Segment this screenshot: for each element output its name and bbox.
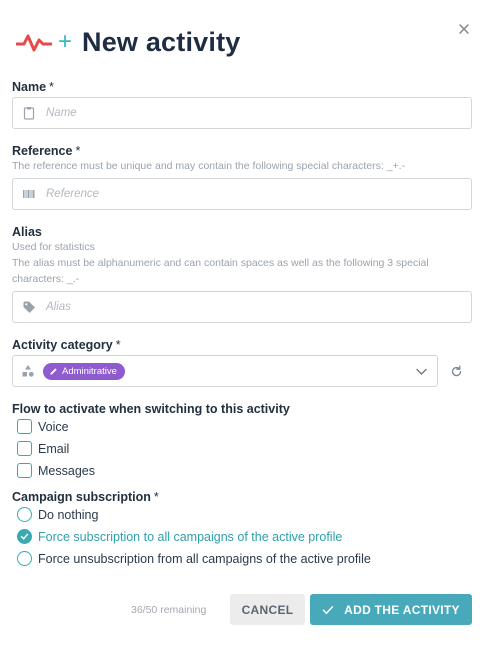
dialog-header: [16, 22, 240, 62]
category-chip[interactable]: [43, 363, 125, 380]
campaign-option-label: Force subscription to all campaigns of the active profile: [38, 529, 343, 544]
pencil-icon: [49, 367, 58, 376]
barcode-icon: [22, 187, 36, 201]
check-icon: [322, 604, 334, 616]
campaign-option-do-nothing[interactable]: [17, 507, 98, 522]
flow-option-label: Voice: [38, 419, 69, 434]
category-select[interactable]: [12, 355, 438, 387]
flow-option-label: Email: [38, 441, 70, 456]
name-label: Name *: [12, 80, 54, 94]
tag-icon: [22, 300, 36, 314]
alias-help-format: The alias must be alphanumeric and can contain spaces as well as the following 3 special characters: _.-: [12, 257, 429, 285]
name-field-group: [12, 80, 472, 94]
checkbox[interactable]: [17, 441, 32, 456]
flow-option-messages[interactable]: [17, 463, 95, 478]
flow-option-voice[interactable]: [17, 419, 69, 434]
campaign-option-label: Do nothing: [38, 507, 99, 522]
reference-placeholder: Reference: [46, 188, 100, 200]
flow-option-label: Messages: [38, 463, 95, 478]
radio-button[interactable]: [17, 551, 32, 566]
alias-help-usage: Used for statistics: [12, 241, 95, 253]
alias-label: Alias: [12, 225, 42, 239]
flow-option-email[interactable]: [17, 441, 69, 456]
campaign-option-label: Force unsubscription from all campaigns of the active profile: [38, 551, 371, 566]
flows-label: Flow to activate when switching to this activity: [12, 402, 290, 416]
alias-field-group: [12, 225, 472, 287]
refresh-icon[interactable]: [450, 365, 463, 378]
alias-input[interactable]: [12, 291, 472, 323]
plus-sign: +: [58, 28, 73, 55]
alias-placeholder: Alias: [46, 301, 71, 313]
reference-input[interactable]: [12, 178, 472, 210]
clipboard-icon: [22, 106, 36, 120]
checkbox[interactable]: [17, 463, 32, 478]
name-input[interactable]: [12, 97, 472, 129]
checkbox[interactable]: [17, 419, 32, 434]
page-title: New activity: [82, 26, 241, 57]
close-icon[interactable]: [457, 22, 471, 36]
category-field-group: [12, 338, 472, 352]
cancel-button-label: CANCEL: [241, 602, 294, 617]
radio-button-checked[interactable]: [17, 529, 32, 544]
reference-field-group: [12, 144, 472, 174]
radio-button[interactable]: [17, 507, 32, 522]
reference-label: Reference *: [12, 144, 81, 158]
chevron-down-icon[interactable]: [415, 365, 428, 378]
pulse-icon: [16, 30, 52, 54]
category-chip-label: Adminitrative: [62, 365, 117, 377]
name-placeholder: Name: [46, 107, 77, 119]
campaign-option-force-unsubscription[interactable]: [17, 551, 371, 566]
reference-help: The reference must be unique and may contain the following special characters: _+.-: [12, 160, 406, 172]
shapes-icon: [21, 364, 35, 378]
cancel-button[interactable]: [230, 594, 305, 625]
remaining-counter: 36/50 remaining: [131, 604, 207, 616]
check-icon: [20, 532, 29, 541]
flows-field-group: [12, 402, 472, 416]
add-activity-label: ADD THE ACTIVITY: [344, 602, 460, 617]
campaign-option-force-subscription[interactable]: [17, 529, 342, 544]
add-activity-button[interactable]: [310, 594, 472, 625]
campaign-label: Campaign subscription *: [12, 490, 159, 504]
campaign-field-group: [12, 490, 472, 504]
category-label: Activity category *: [12, 338, 121, 352]
